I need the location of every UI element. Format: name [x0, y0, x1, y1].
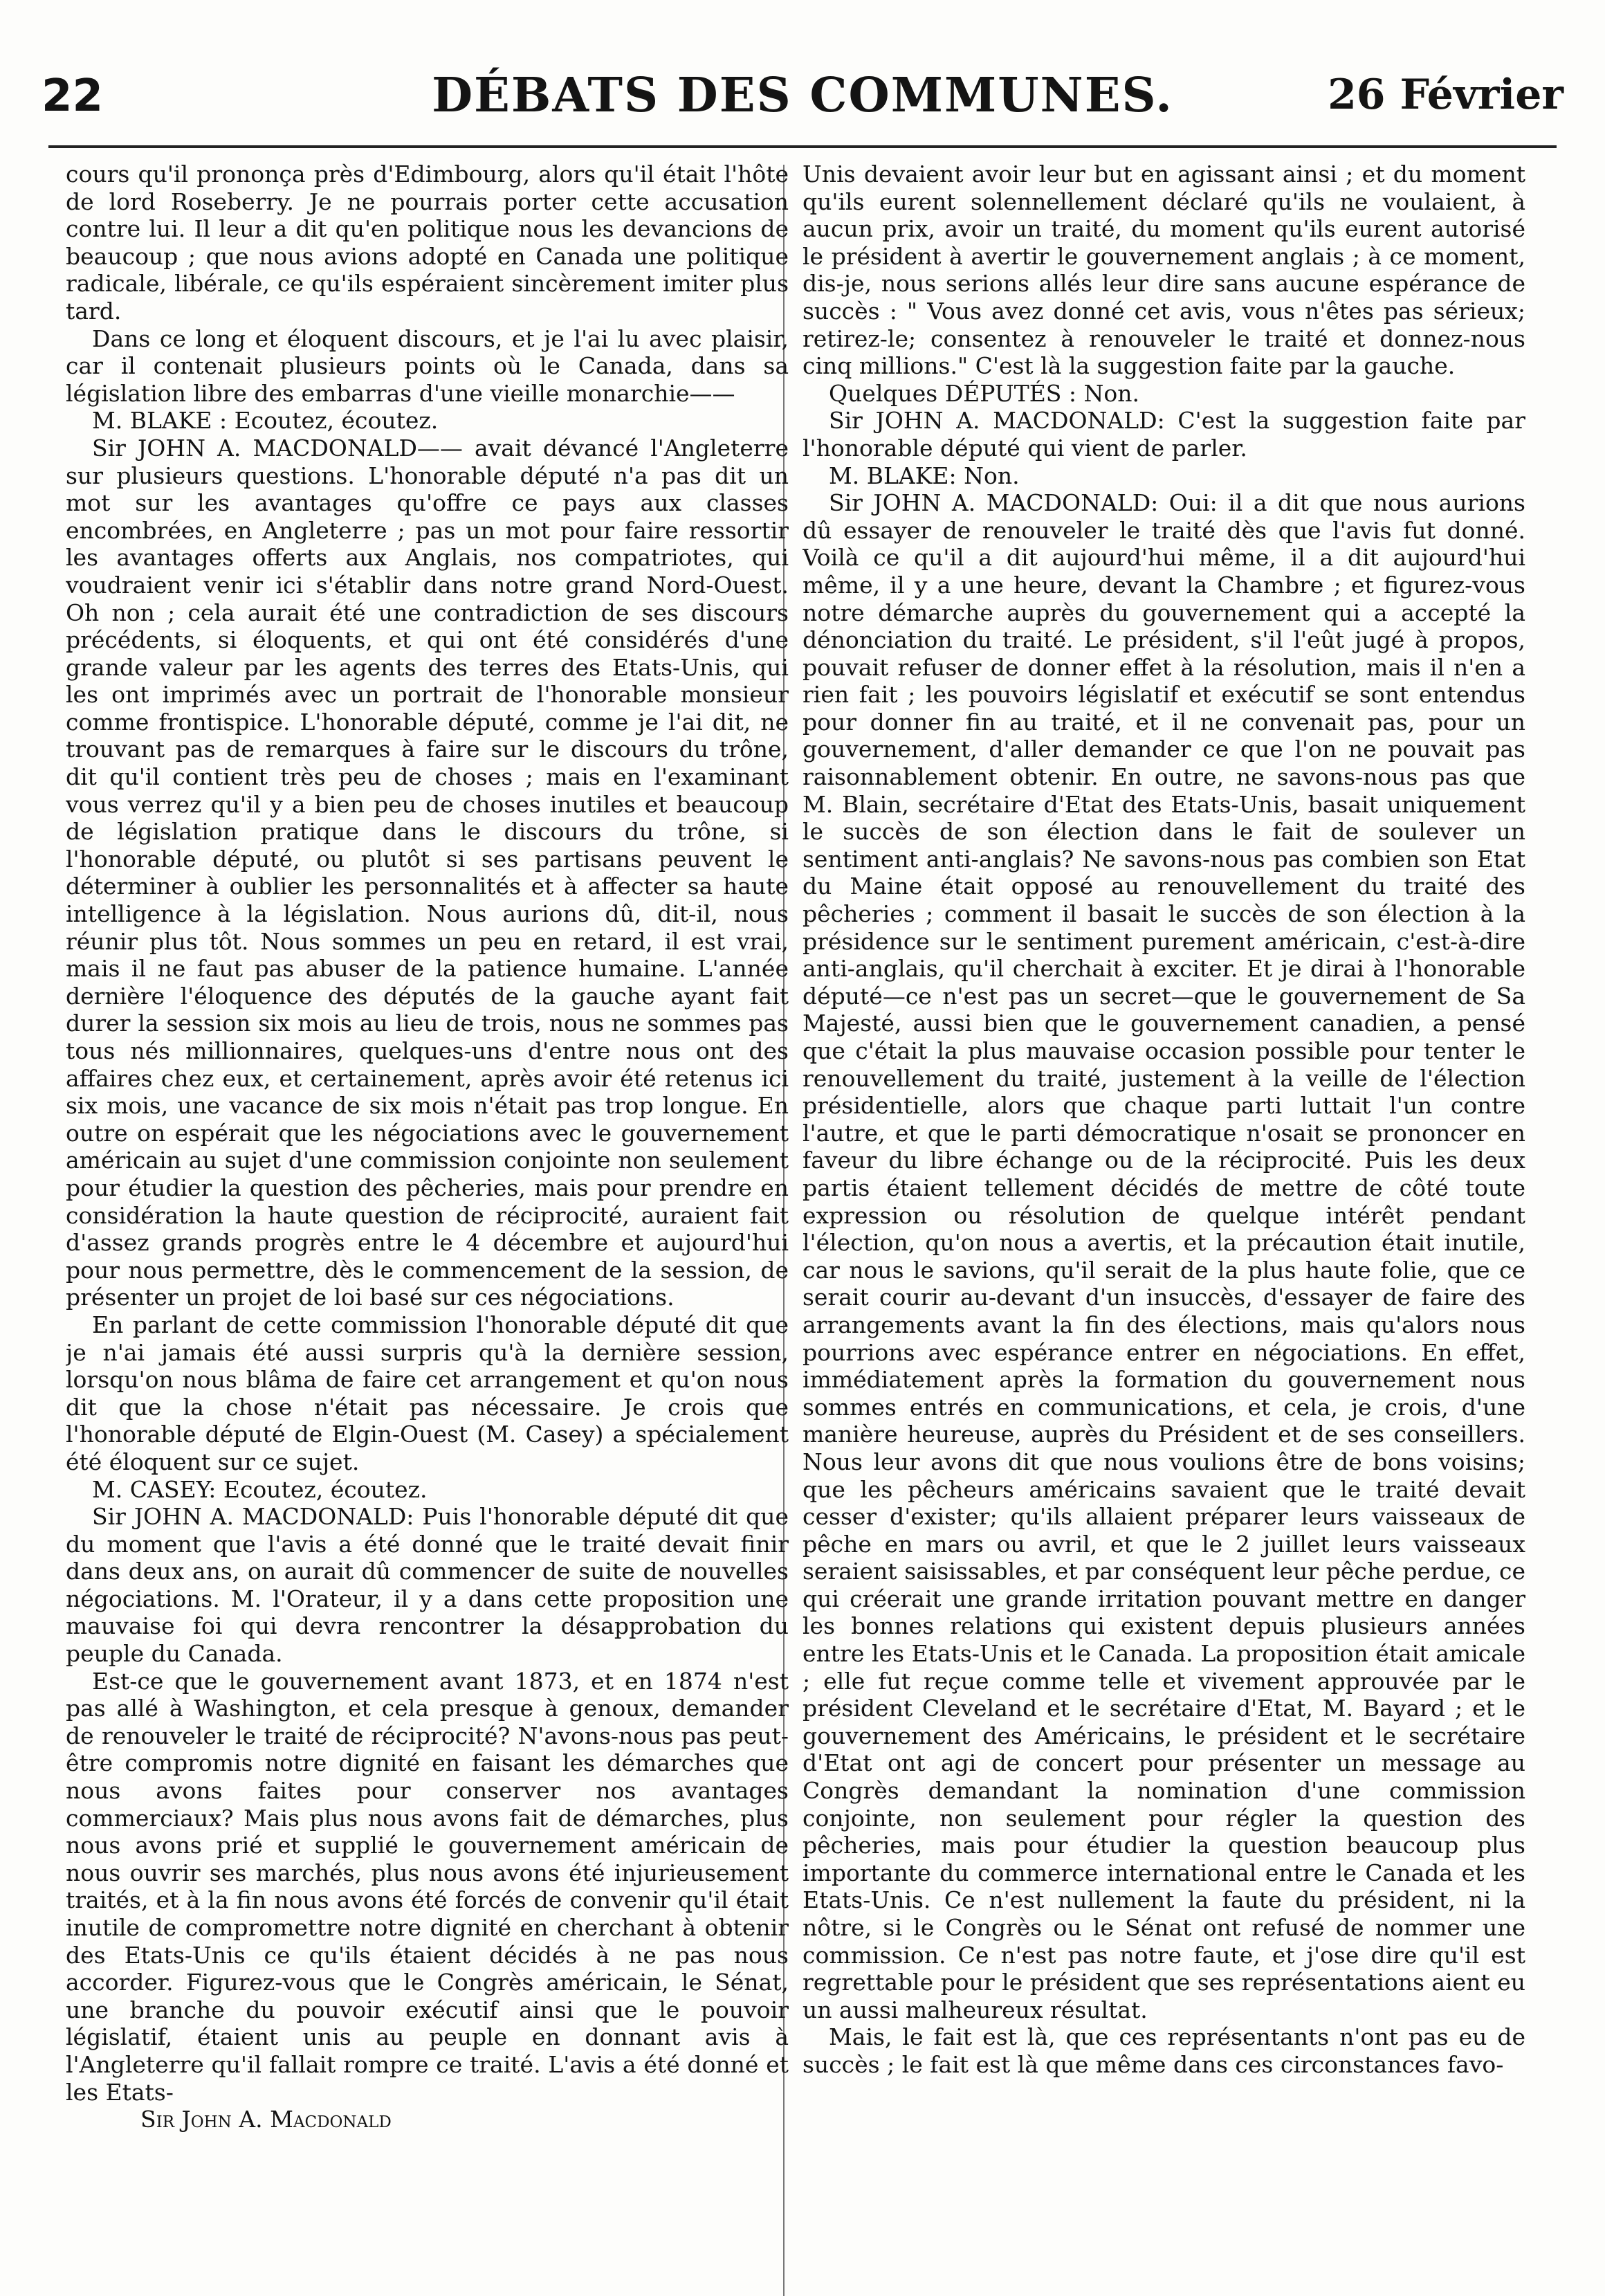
paragraph: En parlant de cette commission l'honorable député dit que je n'ai jamais été aussi surpris qu'à la dernière session, lorsqu'on nous blâma de faire cet arrangement et qu'on nous dit que la chose n'était pas nécessaire. Je crois que l'honorable député de Elgin-Ouest (M. Casey) a spécialement été éloquent sur ce sujet.	[66, 1311, 789, 1475]
column-signature: Sir John A. Macdonald	[140, 2106, 392, 2133]
header-date: 26 Février	[1328, 71, 1563, 119]
paragraph: cours qu'il prononça près d'Edimbourg, alors qu'il était l'hôte de lord Roseberry. Je ne pourrais porter cette accusation contre lui. Il leur a dit qu'en politique nous les devancions de beaucoup ; que nous avions adopté en Canada une politique radicale, libérale, ce qu'ils espéraient sincèrement imiter plus tard.	[66, 161, 789, 325]
paragraph: Sir JOHN A. MACDONALD: Oui: il a dit que nous aurions dû essayer de renouveler le traité dès que l'avis fut donné. Voilà ce qu'il a dit aujourd'hui même, il a dit aujourd'hui même, il y a une heure, devant la Chambre ; et figurez-vous notre démarche auprès du gouvernement qui a accepté la dénonciation du traité. Le président, s'il l'eût jugé à propos, pouvait refuser de donner effet à la résolution, mais il n'en a rien fait ; les pouvoirs législatif et exécutif se sont entendus pour donner fin au traité, et il ne convenait pas, pour un gouvernement, d'aller demander ce que l'on ne pouvait pas raisonnablement obtenir. En outre, ne savons-nous pas que M. Blain, secrétaire d'Etat des Etats-Unis, basait uniquement le succès de son élection dans le fait de soulever un sentiment anti-anglais? Ne savons-nous pas combien son Etat du Maine était opposé au renouvellement du traité des pêcheries ; comment il basait le succès de son élection à la présidence sur le sentiment purement américain, c'est-à-dire anti-anglais, qu'il cherchait à exciter. Et je dirai à l'honorable député—ce n'est pas un secret—que le gouvernement de Sa Majesté, aussi bien que le gouvernement canadien, a pensé que c'était la plus mauvaise occasion possible pour tenter le renouvellement du traité, justement à la veille de l'élection présidentielle, alors que chaque parti luttait l'un contre l'autre, et que le parti démocratique n'osait se prononcer en faveur du libre échange ou de la réciprocité. Puis les deux partis étaient tellement décidés de mettre de côté toute expression ou résolution de quelque intérêt pendant l'élection, qu'on nous a avertis, et la précaution était inutile, car nous le savions, qu'il serait de la plus haute folie, que ce serait courir au-devant d'un insuccès, d'essayer de faire des arrangements avant la fin des élections, mais qu'alors nous pourrions avec espérance entrer en négociations. En effet, immédiatement après la formation du gouvernement nous sommes entrés en communications, et cela, je crois, d'une manière heureuse, auprès du Président et de ses conseillers. Nous leur avons dit que nous voulions être de bons voisins; que les pêcheurs américains savaient que le traité devait cesser d'exister; qu'ils allaient préparer leurs vaisseaux de pêche en mars ou avril, et que le 2 juillet leurs vaisseaux seraient saisissables, et par conséquent leur pêche perdue, ce qui créerait une grande irritation pouvant mettre en danger les bonnes relations qui existent depuis plusieurs années entre les Etats-Unis et le Canada. La proposition était amicale ; elle fut reçue comme telle et vivement approuvée par le président Cleveland et le secrétaire d'Etat, M. Bayard ; et le gouvernement des Américains, le président et le secrétaire d'Etat ont agi de concert pour présenter un message au Congrès demandant la nomination d'une commission conjointe, non seulement pour régler la question des pêcheries, mais pour étudier la question beaucoup plus importante du commerce international entre le Canada et les Etats-Unis. Ce n'est nullement la faute du président, ni la nôtre, si le Congrès ou le Sénat ont refusé de nommer une commission. Ce n'est pas notre faute, et j'ose dire qu'il est regrettable pour le président que ses représentations aient eu un aussi malheureux résultat.	[802, 489, 1525, 2023]
paragraph: Quelques DÉPUTÉS : Non.	[829, 379, 1139, 407]
paragraph: Sir JOHN A. MACDONALD: C'est la suggestion faite par l'honorable député qui vient de parler.	[802, 407, 1525, 462]
left-column	[66, 161, 789, 2250]
page-header	[42, 64, 1563, 140]
paragraph: Sir JOHN A. MACDONALD: Puis l'honorable député dit que du moment que l'avis a été donné que le traité devait finir dans deux ans, on aurait dû commencer de suite de nouvelles négociations. M. l'Orateur, il y a dans cette proposition une mauvaise foi qui devra rencontrer la désapprobation du peuple du Canada.	[66, 1503, 789, 1668]
paragraph: Mais, le fait est là, que ces représentants n'ont pas eu de succès ; le fait est là que même dans ces circonstances favo-	[802, 2023, 1525, 2078]
paragraph: Est-ce que le gouvernement avant 1873, et en 1874 n'est pas allé à Washington, et cela presque à genoux, demander de renouveler le traité de réciprocité? N'avons-nous pas peut-être compromis notre dignité en faisant les démarches que nous avons faites pour conserver nos avantages commerciaux? Mais plus nous avons fait de démarches, plus nous avons prié et supplié le gouvernement américain de nous ouvrir ses marchés, plus nous avons été injurieusement traités, et à la fin nous avons été forcés de convenir qu'il était inutile de compromettre notre dignité en cherchant à obtenir des Etats-Unis ce qu'ils étaient décidés à ne pas nous accorder. Figurez-vous que le Congrès américain, le Sénat, une branche du pouvoir exécutif ainsi que le pouvoir législatif, étaient unis au peuple en donnant avis à l'Angleterre qu'il fallait rompre ce traité. L'avis a été donné et les Etats-	[66, 1667, 789, 2106]
right-column	[802, 161, 1525, 2250]
paragraph: M. BLAKE : Ecoutez, écoutez.	[92, 407, 439, 435]
paragraph: M. BLAKE: Non.	[829, 462, 1020, 489]
paragraph: Dans ce long et éloquent discours, et je l'ai lu avec plaisir, car il contenait plusieurs points où le Canada, dans sa législation libre des embarras d'une vieille monarchie——	[66, 325, 789, 407]
paragraph: Sir JOHN A. MACDONALD—— avait dévancé l'Angleterre sur plusieurs questions. L'honorable député n'a pas dit un mot sur les avantages qu'offre ce pays aux classes encombrées, en Angleterre ; pas un mot pour faire ressortir les avantages offerts aux Anglais, nos compatriotes, qui voudraient venir ici s'établir dans notre grand Nord-Ouest. Oh non ; cela aurait été une contradiction de ses discours précédents, si éloquents, et qui ont été considérés d'une grande valeur par les agents des terres des Etats-Unis, qui les ont imprimés avec un portrait de l'honorable monsieur comme frontispice. L'honorable député, comme je l'ai dit, ne trouvant pas de remarques à faire sur le discours du trône, dit qu'il contient très peu de choses ; mais en l'examinant vous verrez qu'il y a bien peu de choses inutiles et beaucoup de législation pratique dans le discours du trône, si l'honorable député, ou plutôt si ses partisans peuvent le déterminer à oublier les personnalités et à affecter sa haute intelligence à la législation. Nous aurions dû, dit-il, nous réunir plus tôt. Nous sommes un peu en retard, il est vrai, mais il ne faut pas abuser de la patience humaine. L'année dernière l'éloquence des députés de la gauche ayant fait durer la session six mois au lieu de trois, nous ne sommes pas tous nés millionnaires, quelques-uns d'entre nous ont des affaires chez eux, et certainement, après avoir été retenus ici six mois, une vacance de six mois n'était pas trop longue. En outre on espérait que les négociations avec le gouvernement américain au sujet d'une commission conjointe non seulement pour étudier la question des pêcheries, mais pour prendre en considération la haute question de réciprocité, auraient fait d'assez grands progrès entre le 4 décembre et aujourd'hui pour nous permettre, dès le commencement de la session, de présenter un projet de loi basé sur ces négociations.	[66, 434, 789, 1311]
page-number: 22	[42, 71, 104, 122]
paragraph: M. CASEY: Ecoutez, écoutez.	[92, 1475, 428, 1503]
paragraph: Unis devaient avoir leur but en agissant ainsi ; et du moment qu'ils eurent solennellement déclaré qu'ils ne voulaient, à aucun prix, avoir un traité, du moment qu'ils eurent autorisé le président à avertir le gouvernement anglais ; à ce moment, dis-je, nous serions allés leur dire sans aucune espérance de succès : " Vous avez donné cet avis, vous n'êtes pas sérieux; retirez-le; consentez à renouveler le traité et donnez-nous cinq millions." C'est là la suggestion faite par la gauche.	[802, 161, 1525, 380]
header-rule	[48, 145, 1557, 148]
page-title: DÉBATS DES COMMUNES.	[432, 68, 1173, 123]
